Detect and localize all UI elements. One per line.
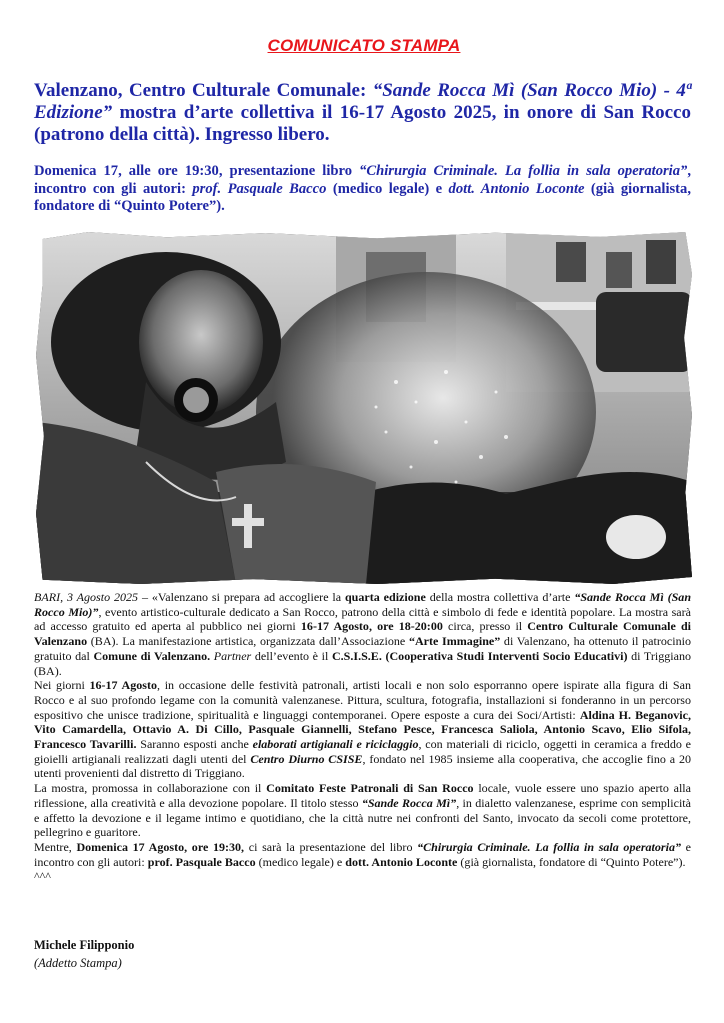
end-mark: ^^^: [34, 869, 51, 884]
paragraph-4: Mentre, Domenica 17 Agosto, ore 19:30, ci sarà la presentazione del libro “Chirurgia Criminale. La follia in sala operatoria” e incontro con gli autori: prof. Pasquale Bacco (medico legale) e dott. Antonio Loconte (già giornalista, fondatore di “Quinto Potere”).: [34, 839, 691, 869]
headline: Valenzano, Centro Culturale Comunale: “Sande Rocca Mì (San Rocco Mio) - 4ª Edizione” mostra d’arte collettiva il 16-17 Agosto 2025, in onore di San Rocco (patrono della città). Ingresso libero.: [34, 80, 691, 145]
article-body: [34, 590, 691, 884]
press-release-title: COMUNICATO STAMPA: [267, 36, 461, 55]
paragraph-2: Nei giorni 16-17 Agosto, in occasione delle festività patronali, artisti locali e non solo esporranno opere ispirate alla figura di San Rocco e al suo profondo legame con la comunità valenzanese. Pittura, scultura, fotografia, installazioni si fonderanno in un percorso espositivo che unisce tradizione, spiritualità e linguaggi contemporanei. Opere esposte a cura dei Soci/Artisti: Aldina H. Beganovic, Vito Camardella, Ottavio A. Di Cillo, Pasquale Giannelli, Stefano Pesce, Francesca Saliola, Antonio Scavo, Elio Sifola, Francesco Tavarilli. Saranno esposti anche elaborati artigianali e riciclaggio, con materiali di riciclo, oggetti in ceramica a freddo e gioielli artigianali realizzati dagli utenti del Centro Diurno CSISE, fondato nel 1985 insieme alla cooperativa, che accoglie fino a 20 utenti provenienti dal distretto di Triggiano.: [34, 678, 691, 781]
paragraph-3: La mostra, promossa in collaborazione con il Comitato Feste Patronali di San Rocco locale, vuole essere uno spazio aperto alla riflessione, alla creatività e alla devozione popolare. Il titolo stesso “Sande Rocca Mì”, in dialetto valenzanese, esprime con semplicità e affetto la devozione e il legame intimo e quotidiano, che la città nutre nei confronti del Santo, invocato da secoli come protettore, pellegrino e guaritore.: [34, 781, 692, 840]
saint-rocco-photo-collage: [36, 232, 692, 584]
signature-role: (Addetto Stampa): [34, 956, 122, 970]
paragraph-1: BARI, 3 Agosto 2025 – «Valenzano si prepara ad accogliere la quarta edizione della mostra collettiva d’arte “Sande Rocca Mì (San Rocco Mio)”, evento artistico-culturale dedicato a San Rocco, patrono della città e simbolo di fede e identità popolare. La mostra sarà ad accesso gratuito ed aperta al pubblico nei giorni 16-17 Agosto, ore 18-20:00 circa, presso il Centro Culturale Comunale di Valenzano (BA). La manifestazione artistica, organizzata dall’Associazione “Arte Immagine” di Valenzano, ha ottenuto il patrocinio gratuito dal Comune di Valenzano. Partner dell’evento è il C.S.I.S.E. (Cooperativa Studi Interventi Socio Educativi) di Triggiano (BA).: [34, 590, 692, 678]
subheadline: Domenica 17, alle ore 19:30, presentazione libro “Chirurgia Criminale. La follia in sala operatoria”, incontro con gli autori: prof. Pasquale Bacco (medico legale) e dott. Antonio Loconte (già giornalista, fondatore di “Quinto Potere”).: [34, 163, 691, 214]
signature-name: Michele Filipponio: [34, 938, 135, 952]
